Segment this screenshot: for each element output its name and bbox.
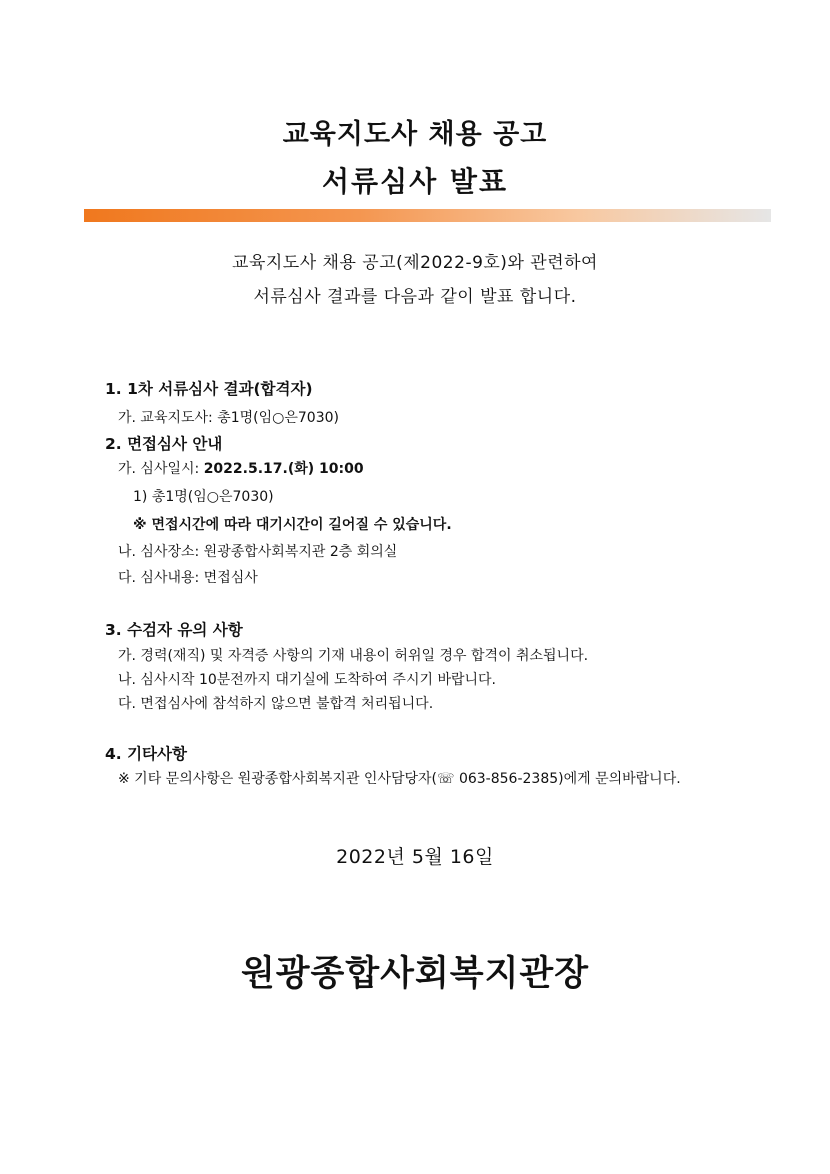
section4-heading: 4. 기타사항 [105,745,187,763]
section3-item-3: 다. 면접심사에 참석하지 않으면 불합격 처리됩니다. [118,696,434,712]
section2-heading: 2. 면접심사 안내 [105,435,223,453]
section1-heading: 1. 1차 서류심사 결과(합격자) [105,380,313,398]
section2-notice: ※ 면접시간에 따라 대기시간이 길어질 수 있습니다. [133,517,452,533]
schedule-label: 가. 심사일시: [118,461,204,477]
announcement-date: 2022년 5월 16일 [336,846,494,868]
intro-line-1: 교육지도사 채용 공고(제2022-9호)와 관련하여 [232,253,598,273]
section2-content: 다. 심사내용: 면접심사 [118,570,258,586]
document-subtitle: 서류심사 발표 [321,165,509,198]
section2-schedule [118,458,364,478]
section1-item-1: 가. 교육지도사: 총1명(임○은7030) [118,410,339,426]
section2-place: 나. 심사장소: 원광종합사회복지관 2층 회의실 [118,544,398,560]
section3-heading: 3. 수검자 유의 사항 [105,621,243,639]
document-title: 교육지도사 채용 공고 [282,119,548,150]
schedule-value: 2022.5.17.(화) 10:00 [203,461,364,477]
intro-line-2: 서류심사 결과를 다음과 같이 발표 합니다. [253,287,577,307]
organization-signature: 원광종합사회복지관장 [240,954,590,994]
title-divider [84,209,771,222]
section4-item-1: ※ 기타 문의사항은 원광종합사회복지관 인사담당자(☏ 063-856-2385)에게 문의바랍니다. [118,771,681,787]
section3-item-2: 나. 심사시작 10분전까지 대기실에 도착하여 주시기 바랍니다. [118,672,496,688]
section3-item-1: 가. 경력(재직) 및 자격증 사항의 기재 내용이 허위일 경우 합격이 취소됩니다. [118,648,589,664]
section2-sub-item: 1) 총1명(임○은7030) [133,489,274,505]
